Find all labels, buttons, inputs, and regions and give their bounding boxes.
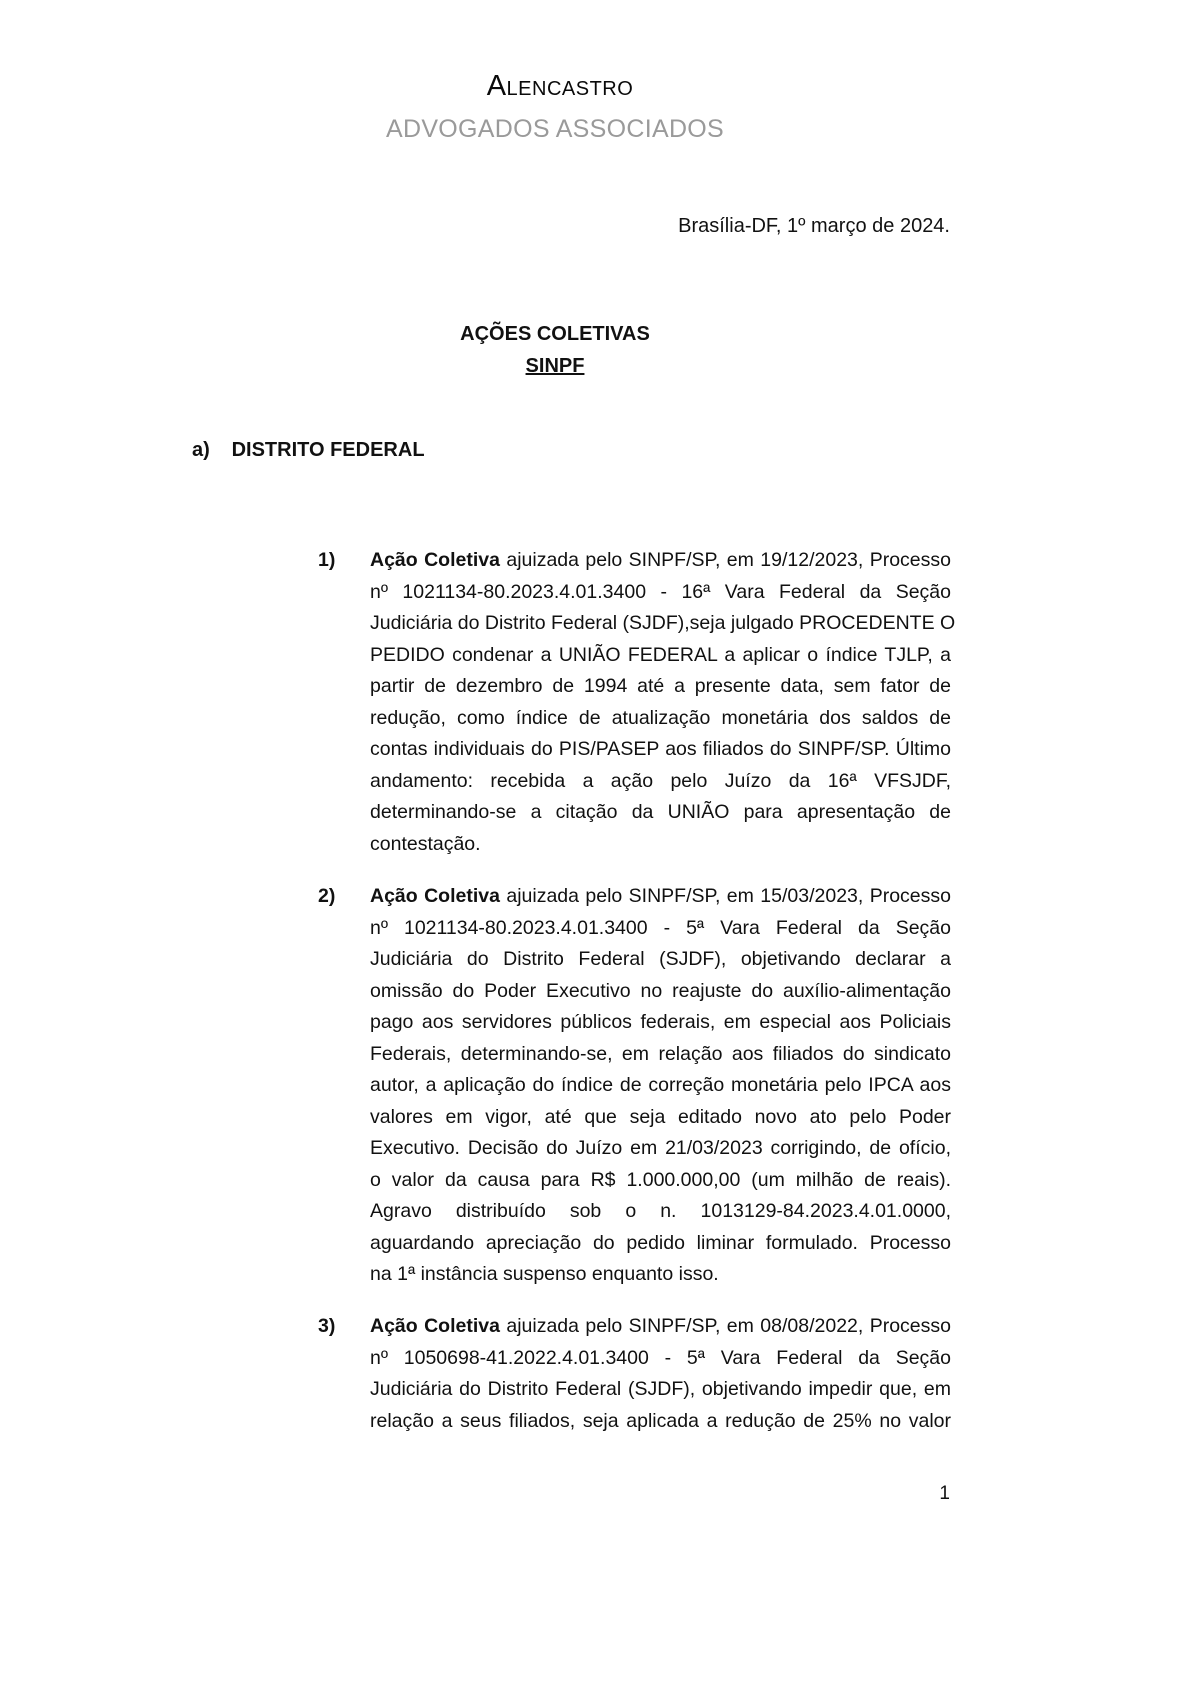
item-number: 1) bbox=[318, 549, 336, 571]
letterhead-subtitle: ADVOGADOS ASSOCIADOS bbox=[385, 115, 725, 143]
item-line: pago aos servidores públicos federais, em especial aos Policiais bbox=[370, 1011, 951, 1033]
item-line: na 1ª instância suspenso enquanto isso. bbox=[370, 1263, 719, 1285]
item-line: nº 1021134-80.2023.4.01.3400 - 5ª Vara Federal da Seção bbox=[370, 916, 951, 939]
item-line: Ação Coletiva ajuizada pelo SINPF/SP, em 19/12/2023, Processo bbox=[370, 549, 951, 571]
date-line: Brasília-DF, 1º março de 2024. bbox=[678, 215, 950, 237]
item-line: omissão do Poder Executivo no reajuste do auxílio-alimentação bbox=[370, 979, 951, 1002]
item-line: determinando-se a citação da UNIÃO para apresentação de bbox=[370, 801, 951, 823]
item-line: andamento: recebida a ação pelo Juízo da 16ª VFSJDF, bbox=[370, 769, 951, 792]
item-text bbox=[370, 1311, 951, 1437]
section-marker: a) bbox=[192, 439, 210, 461]
item-line: contas individuais do PIS/PASEP aos filiados do SINPF/SP. Último bbox=[370, 738, 951, 760]
item-number: 2) bbox=[318, 885, 336, 907]
item-text bbox=[370, 545, 956, 860]
item-line: Judiciária do Distrito Federal (SJDF), objetivando declarar a bbox=[370, 948, 951, 970]
item-line: Ação Coletiva ajuizada pelo SINPF/SP, em 15/03/2023, Processo bbox=[370, 885, 951, 907]
list-item bbox=[318, 545, 956, 860]
item-line: Agravo distribuído sob o n. 1013129-84.2023.4.01.0000, bbox=[370, 1200, 951, 1222]
item-line: nº 1050698-41.2022.4.01.3400 - 5ª Vara Federal da Seção bbox=[370, 1346, 951, 1369]
item-line: Judiciária do Distrito Federal (SJDF),seja julgado PROCEDENTE O bbox=[370, 612, 956, 634]
section-title: DISTRITO FEDERAL bbox=[231, 439, 425, 461]
item-line: redução, como índice de atualização monetária dos saldos de bbox=[370, 706, 951, 729]
item-line: Federais, determinando-se, em relação aos filiados do sindicato bbox=[370, 1042, 951, 1065]
item-line: partir de dezembro de 1994 até a presente data, sem fator de bbox=[370, 675, 951, 697]
page-number: 1 bbox=[939, 1483, 950, 1504]
document-heading: AÇÕES COLETIVAS bbox=[460, 323, 650, 345]
item-line: nº 1021134-80.2023.4.01.3400 - 16ª Vara Federal da Seção bbox=[370, 580, 951, 603]
item-lead: Ação Coletiva bbox=[370, 549, 500, 571]
item-line: Executivo. Decisão do Juízo em 21/03/2023 corrigindo, de ofício, bbox=[370, 1137, 951, 1159]
item-lead: Ação Coletiva bbox=[370, 885, 500, 907]
item-line: autor, a aplicação do índice de correção monetária pelo IPCA aos bbox=[370, 1074, 951, 1096]
item-line: relação a seus filiados, seja aplicada a redução de 25% no valor bbox=[370, 1409, 951, 1432]
item-line: o valor da causa para R$ 1.000.000,00 (um milhão de reais). bbox=[370, 1168, 951, 1191]
item-lead: Ação Coletiva bbox=[370, 1315, 500, 1337]
list-item bbox=[318, 1311, 951, 1437]
item-line: Ação Coletiva ajuizada pelo SINPF/SP, em 08/08/2022, Processo bbox=[370, 1315, 951, 1337]
letterhead-title-text: Alencastro bbox=[486, 70, 634, 102]
item-line: PEDIDO condenar a UNIÃO FEDERAL a aplicar o índice TJLP, a bbox=[370, 643, 951, 666]
section-heading bbox=[192, 439, 425, 462]
document-subheading: SINPF bbox=[525, 355, 585, 377]
item-line: Judiciária do Distrito Federal (SJDF), objetivando impedir que, em bbox=[370, 1378, 951, 1400]
item-line: valores em vigor, até que seja editado novo ato pelo Poder bbox=[370, 1105, 951, 1128]
list-item bbox=[318, 881, 951, 1291]
letterhead-title bbox=[0, 70, 1150, 103]
item-line: contestação. bbox=[370, 832, 481, 855]
item-number: 3) bbox=[318, 1315, 336, 1337]
item-text bbox=[370, 881, 951, 1291]
item-line: aguardando apreciação do pedido liminar formulado. Processo bbox=[370, 1231, 951, 1254]
